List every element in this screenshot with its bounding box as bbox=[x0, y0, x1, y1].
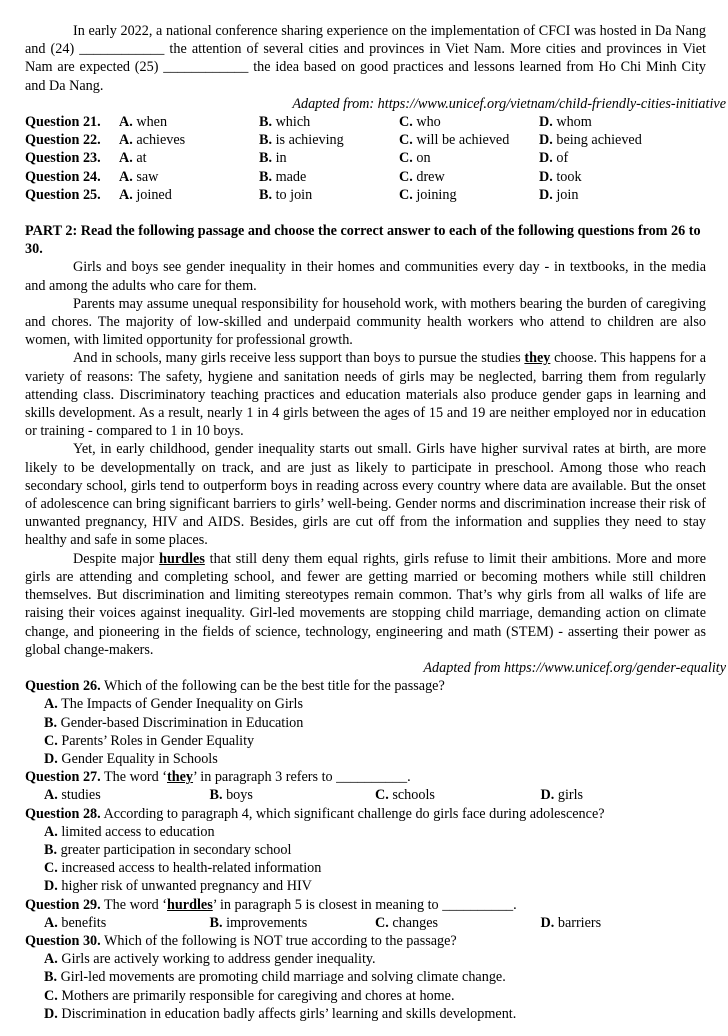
option-c: C. increased access to health-related information bbox=[44, 860, 322, 877]
option-b: B. to join bbox=[259, 186, 313, 203]
passage-paragraph-3: And in schools, many girls receive less support than boys to pursue the studies they choose. This happens for a variety of reasons: The safety, hygiene and sanitation needs of girls may be neglected, barring them from regularly attending class. Discriminatory teaching practices and education materials also produce gender gaps in learning and skills development. As a result, nearly 1 in 4 girls between the ages of 15 and 19 are neither employed nor in education or training - compared to 1 in 10 boys. bbox=[25, 350, 706, 440]
option-b: B. boys bbox=[209, 787, 253, 804]
option-a: A. The Impacts of Gender Inequality on Girls bbox=[44, 696, 303, 713]
option-c: C. Mothers are primarily responsible for caregiving and chores at home. bbox=[44, 987, 455, 1004]
passage-paragraph-2: Parents may assume unequal responsibility for household work, with mothers bearing the burden of caregiving and chores. The majority of low-skilled and underpaid community health workers who attend to children are also women, with limited opportunity for professional growth. bbox=[25, 295, 706, 349]
question-label: Question 23. bbox=[25, 150, 101, 167]
highlighted-word-they: they bbox=[524, 350, 551, 367]
option-b: B. is achieving bbox=[259, 132, 344, 149]
intro-paragraph: In early 2022, a national conference sharing experience on the implementation of CFCI was hosted in Da Nang and (24) ____________ the attention of several cities and provinces in Viet Nam. More cities and provinces in Viet Nam are expected (25) ____________ the idea based on good practices and lessons learned from Ho Chi Minh City and Da Nang. bbox=[25, 23, 706, 94]
question-28: Question 28. According to paragraph 4, which significant challenge do girls face during adolescence? A. limited access to education B. greater participation in secondary school C. increased access to health-related information D. higher risk of unwanted pregnancy and HIV bbox=[25, 805, 706, 896]
option-b: B. Girl-led movements are promoting child marriage and solving climate change. bbox=[44, 969, 506, 986]
question-label: Question 24. bbox=[25, 168, 101, 185]
option-d: D. barriers bbox=[540, 914, 602, 931]
question-23 bbox=[25, 149, 706, 167]
passage-source: Adapted from https://www.unicef.org/gender-equality bbox=[423, 659, 726, 676]
question-label: Question 21. bbox=[25, 114, 101, 131]
option-d: D. join bbox=[539, 186, 579, 203]
option-c: C. Parents’ Roles in Gender Equality bbox=[44, 732, 255, 749]
option-d: D. whom bbox=[539, 114, 592, 131]
question-label: Question 22. bbox=[25, 132, 101, 149]
option-b: B. Gender-based Discrimination in Education bbox=[44, 714, 304, 731]
option-b: B. which bbox=[259, 114, 311, 131]
option-c: C. drew bbox=[399, 168, 445, 185]
option-c: C. changes bbox=[375, 914, 439, 931]
question-21 bbox=[25, 113, 706, 131]
option-a: A. when bbox=[119, 114, 168, 131]
option-a: A. studies bbox=[44, 787, 101, 804]
question-29: Question 29. The word ‘hurdles’ in paragraph 5 is closest in meaning to __________. A. benefits B. improvements C. changes D. barriers bbox=[25, 896, 706, 932]
option-a: A. at bbox=[119, 150, 147, 167]
option-c: C. schools bbox=[375, 787, 435, 804]
passage-paragraph-1: Girls and boys see gender inequality in their homes and communities every day - in textbooks, in the media and among the adults who care for them. bbox=[25, 259, 706, 294]
part1-questions bbox=[25, 113, 706, 204]
intro-source: Adapted from: https://www.unicef.org/vietnam/child-friendly-cities-initiative bbox=[292, 95, 726, 112]
option-a: A. achieves bbox=[119, 132, 186, 149]
question-27: Question 27. The word ‘they’ in paragraph 3 refers to __________. A. studies B. boys C. schools D. girls bbox=[25, 768, 706, 804]
question-25 bbox=[25, 186, 706, 204]
part2-heading: PART 2: Read the following passage and choose the correct answer to each of the following questions from 26 to 30. bbox=[25, 223, 701, 258]
passage-paragraph-5: Despite major hurdles that still deny them equal rights, girls refuse to limit their ambitions. More and more girls are attending and completing school, and fewer are getting married or becoming mothers while still children themselves. But discrimination and limiting stereotypes remain common. That’s why girls from all walks of life are raising their voices against inequality. Girl-led movements are stopping child marriage, demanding action on climate change, and pioneering in the fields of science, technology, engineering and math (STEM) - asserting their power as global change-makers. bbox=[25, 550, 707, 658]
option-d: D. higher risk of unwanted pregnancy and HIV bbox=[44, 878, 312, 895]
option-a: A. limited access to education bbox=[44, 823, 215, 840]
option-d: D. of bbox=[539, 150, 569, 167]
question-26: Question 26. Which of the following can be the best title for the passage? A. The Impacts of Gender Inequality on Girls B. Gender-based Discrimination in Education C. Parents’ Roles in Gender Equality D. Gender Equality in Schools bbox=[25, 677, 706, 768]
option-d: D. being achieved bbox=[539, 132, 642, 149]
option-a: A. Girls are actively working to address gender inequality. bbox=[44, 951, 376, 968]
option-c: C. will be achieved bbox=[399, 132, 510, 149]
option-b: B. made bbox=[259, 168, 307, 185]
option-b: B. greater participation in secondary school bbox=[44, 841, 292, 858]
option-c: C. on bbox=[399, 150, 431, 167]
option-a: A. saw bbox=[119, 168, 159, 185]
option-c: C. joining bbox=[399, 186, 457, 203]
option-a: A. joined bbox=[119, 186, 172, 203]
passage-paragraph-4: Yet, in early childhood, gender inequality starts out small. Girls have higher survival rates at birth, are more likely to be developmentally on track, and are just as likely to participate in preschool. Among those who reach secondary school, girls tend to outperform boys in reading across every country where data are available. But the onset of adolescence can bring significant barriers to girls’ well-being. Gender norms and discrimination increase their risk of unwanted pregnancy, HIV and AIDS. Besides, girls are cut off from the information and supplies they need to stay healthy and safe in some places. bbox=[25, 441, 706, 549]
option-d: D. Gender Equality in Schools bbox=[44, 750, 218, 767]
option-b: B. in bbox=[259, 150, 287, 167]
option-c: C. who bbox=[399, 114, 441, 131]
option-d: D. took bbox=[539, 168, 582, 185]
option-b: B. improvements bbox=[209, 914, 308, 931]
question-label: Question 25. bbox=[25, 186, 101, 203]
option-a: A. benefits bbox=[44, 914, 107, 931]
option-d: D. Discrimination in education badly affects girls’ learning and skills development. bbox=[44, 1005, 517, 1022]
highlighted-word-hurdles: hurdles bbox=[159, 550, 205, 567]
question-22 bbox=[25, 131, 706, 149]
question-30: Question 30. Which of the following is NOT true according to the passage? A. Girls are actively working to address gender inequality. B. Girl-led movements are promoting child marriage and solving climate change. C. Mothers are primarily responsible for caregiving and chores at home. D. Discrimination in education badly affects girls’ learning and skills development. bbox=[25, 932, 706, 1023]
question-24 bbox=[25, 168, 706, 186]
option-d: D. girls bbox=[540, 787, 584, 804]
